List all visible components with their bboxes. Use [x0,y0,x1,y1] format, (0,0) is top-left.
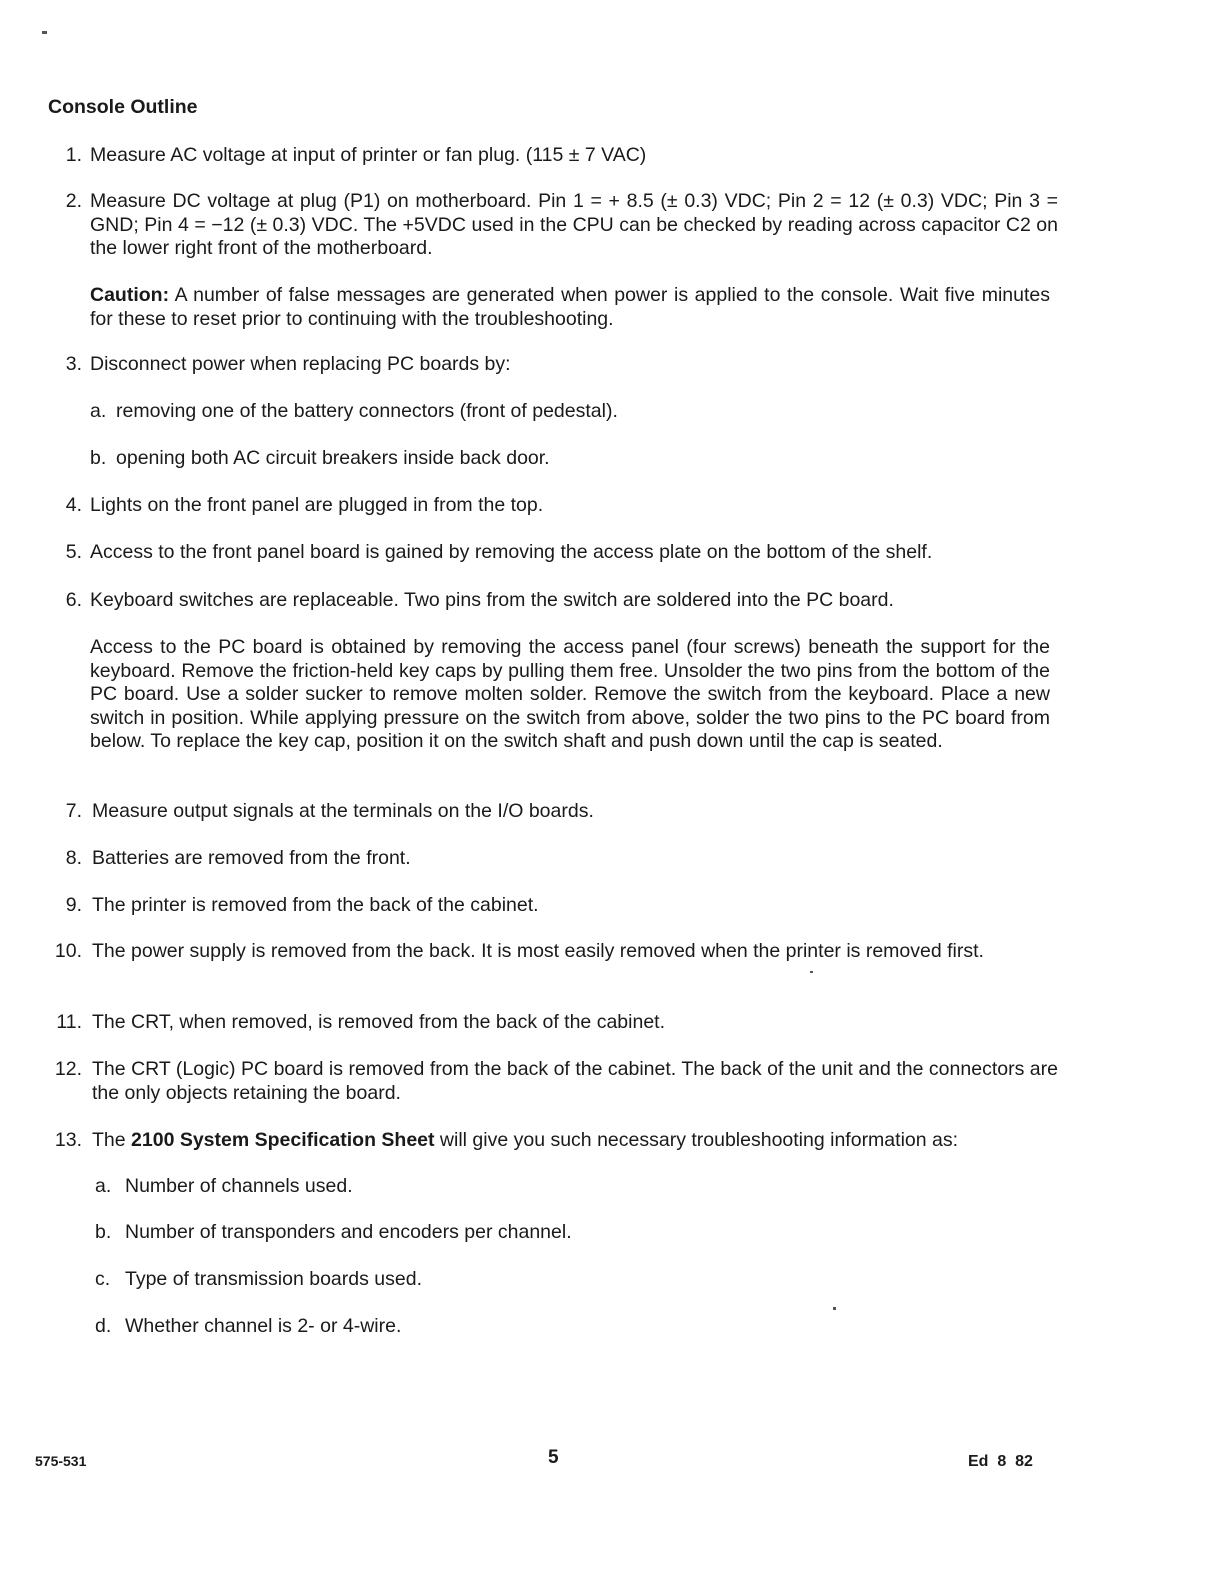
item-text: The CRT, when removed, is removed from the back of the cabinet. [92,1011,665,1033]
sub-item [90,400,990,424]
item-number: 9. [65,894,82,916]
item-number: 10. [54,940,82,962]
item-text: Disconnect power when replacing PC boards by: [90,353,511,375]
item-text: Measure output signals at the terminals on the I/O boards. [92,800,594,822]
item-number: 6. [65,589,82,611]
page-number: 5 [548,1447,559,1468]
sub-item-letter: a. [90,400,107,422]
item-number: 4. [65,494,82,516]
keyboard-procedure-paragraph: Access to the PC board is obtained by removing the access panel (four screws) beneath the support for the keyboard. Remove the friction-held key caps by pulling them free. Unsolder the two pins from the bottom of the PC board. Use a solder sucker to remove molten solder. Remove the switch from the keyboard. Place a new switch in position. While applying pressure on the switch from above, solder the two pins to the PC board from below. To replace the key cap, position it on the switch shaft and push down until the cap is seated. [90,636,1050,752]
sub-item [95,1268,995,1292]
item-number: 11. [56,1011,82,1033]
item-text: Batteries are removed from the front. [92,847,411,869]
item-number: 5. [65,541,82,563]
item-number: 3. [65,353,82,375]
caution-label: Caution: [90,284,170,306]
scan-speck [833,1307,836,1310]
document-number: 575-531 [35,1453,87,1469]
sub-item [95,1315,995,1339]
item-number: 13. [54,1129,82,1151]
item-text: Access to the front panel board is gained by removing the access plate on the bottom of the shelf. [90,541,933,563]
sub-item-text: Number of transponders and encoders per channel. [125,1221,572,1243]
caution-note [90,284,1050,331]
sub-item [90,447,990,471]
item-number: 12. [54,1058,82,1080]
sub-item [95,1221,995,1245]
sub-item-letter: a. [95,1175,112,1197]
scan-speck [42,31,47,34]
item-text: Keyboard switches are replaceable. Two pins from the switch are soldered into the PC board. [90,589,894,611]
item-text: Measure AC voltage at input of printer or fan plug. (115 ± 7 VAC) [90,144,647,166]
edition-date: Ed 8 82 [968,1453,1033,1470]
item-text: The printer is removed from the back of the cabinet. [92,894,539,916]
sub-item-text: Number of channels used. [125,1175,353,1197]
item-number: 8. [65,847,82,869]
sub-item-text: Type of transmission boards used. [125,1268,422,1290]
item-text: Measure DC voltage at plug (P1) on motherboard. Pin 1 = + 8.5 (± 0.3) VDC; Pin 2 = 12 (± 0.3) VDC; Pin 3 = GND; Pin 4 = −12 (± 0.3) VDC. The +5VDC used in the CPU can be checked by reading across capacitor C2 on the lower right front of the motherboard. [90,190,1058,259]
item-text: The CRT (Logic) PC board is removed from the back of the cabinet. The back of the unit and the connectors are the only objects retaining the board. [92,1058,1058,1104]
item-number: 2. [65,190,82,212]
item-number: 1. [65,144,82,166]
scan-speck [810,971,813,973]
item-text: The power supply is removed from the back. It is most easily removed when the printer is removed first. [92,940,984,962]
item-text: The 2100 System Specification Sheet will give you such necessary troubleshooting information as: [92,1129,959,1151]
sub-item [95,1175,995,1199]
item-number: 7. [65,800,82,822]
sub-item-text: Whether channel is 2- or 4-wire. [125,1315,402,1337]
caution-text: A number of false messages are generated when power is applied to the console. Wait five minutes for these to reset prior to continuing with the troubleshooting. [90,284,1050,330]
sub-item-text: opening both AC circuit breakers inside back door. [116,447,550,469]
sub-item-text: removing one of the battery connectors (front of pedestal). [116,400,618,422]
sub-item-letter: b. [90,447,107,469]
section-heading: Console Outline [48,96,198,118]
sub-item-letter: b. [95,1221,112,1243]
spec-sheet-title: 2100 System Specification Sheet [131,1129,435,1151]
sub-item-letter: d. [95,1315,112,1337]
sub-item-letter: c. [95,1268,111,1290]
item-text: Lights on the front panel are plugged in from the top. [90,494,544,516]
